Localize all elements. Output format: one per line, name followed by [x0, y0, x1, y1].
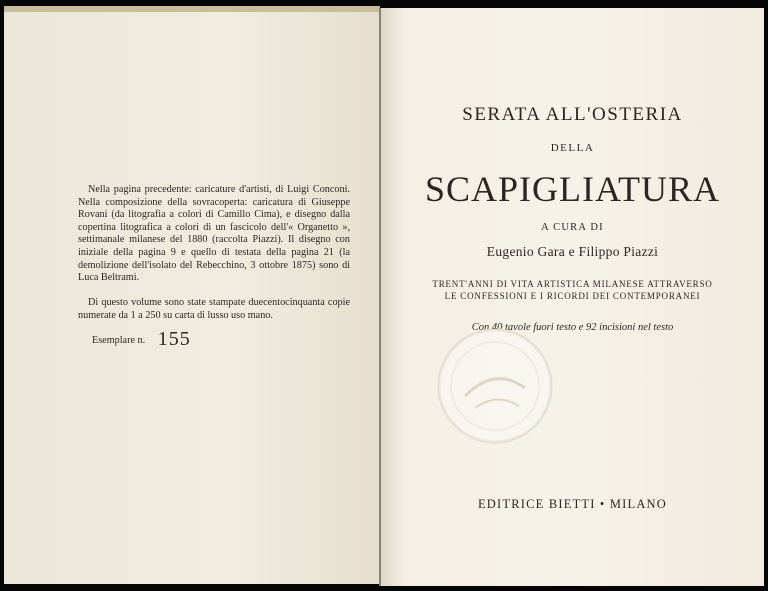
subtitle — [381, 278, 764, 302]
right-page — [381, 8, 764, 586]
main-title: SCAPIGLIATURA — [424, 169, 721, 209]
esemplare-label: Esemplare n. — [92, 335, 146, 346]
curated-by: A CURA DI — [541, 222, 604, 233]
title-line-2: DELLA — [550, 142, 595, 154]
embossed-seal-icon — [435, 326, 555, 446]
esemplare-number: 155 — [157, 328, 191, 350]
editors: Eugenio Gara e Filippo Piazzi — [486, 244, 659, 259]
credits-paragraph: Nella pagina precedente: caricature d'artisti, di Luigi Conconi. Nella composizione della sovracoperta: caricatura di Giuseppe Rovani (da litografia a colori di Camillo Cima), e disegno dalla copertina litografica a colori di un fascicolo dell'« Organetto », settimanale milanese del 1880 (raccolta Piazzi). Il disegno con iniziale della pagina 9 e quello di testata della pagina 21 (la demolizione dell'isolato del Rebecchino, 3 ottobre 1875) sono di Luca Beltrami. — [78, 184, 350, 284]
subtitle-line-1: TRENT'ANNI DI VITA ARTISTICA MILANESE ATTRAVERSO — [432, 279, 713, 289]
plates-note: Con 40 tavole fuori testo e 92 incisioni nel testo — [471, 322, 674, 333]
publisher: EDITRICE BIETTI • MILANO — [477, 497, 668, 511]
left-page — [4, 12, 380, 584]
subtitle-line-2: LE CONFESSIONI E I RICORDI DEI CONTEMPORANEI — [444, 291, 701, 301]
esemplare-line — [92, 326, 191, 349]
title-line-1: SERATA ALL'OSTERIA — [462, 104, 683, 125]
edition-paragraph: Di questo volume sono state stampate duecentocinquanta copie numerate da 1 a 250 su carta di lusso uso mano. — [78, 297, 350, 321]
